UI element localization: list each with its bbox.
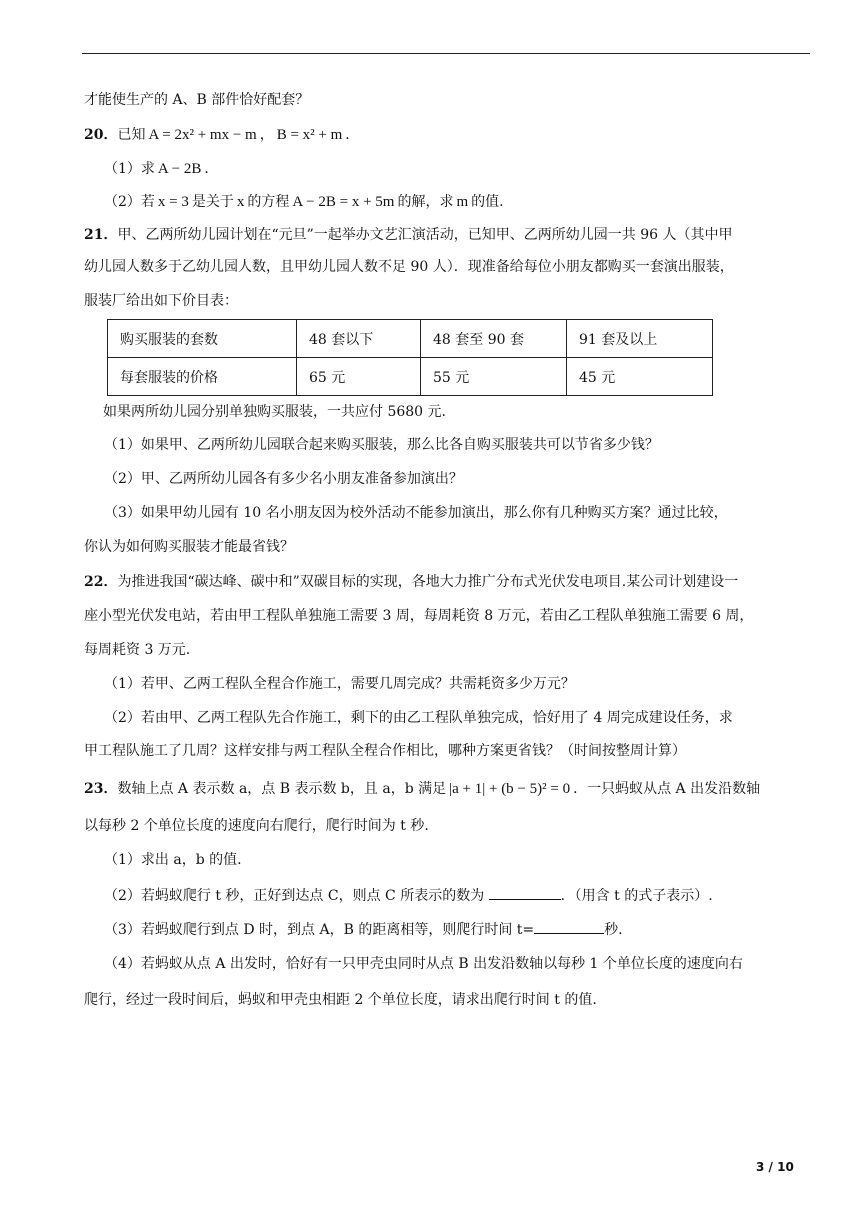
q23-part2 xyxy=(104,885,713,906)
table-cell: 每套服装的价格 xyxy=(108,358,297,396)
q23-line1-pre: 数轴上点 A 表示数 a，点 B 表示数 b，且 a，b 满足 xyxy=(117,781,447,797)
q23-p2-post: ．（用含 t 的式子表示）. xyxy=(560,888,713,904)
q23-part4-line2: 爬行，经过一段时间后，蚂蚁和甲壳虫相距 2 个单位长度，请求出爬行时间 t 的值. xyxy=(84,992,597,1008)
q22-line3: 每周耗资 3 万元. xyxy=(84,642,191,658)
q20-p2-mid1: 是关于 xyxy=(191,194,234,210)
answer-blank xyxy=(534,919,604,934)
q23-part1: （1）求出 a，b 的值. xyxy=(104,852,242,868)
q20-p2-expr2: A − 2B = x + 5m xyxy=(292,194,395,210)
q23-p3-pre: （3）若蚂蚁爬行到点 D 时，到点 A，B 的距离相等，则爬行时间 t= xyxy=(104,922,535,938)
price-table xyxy=(107,319,713,396)
q23-p3-post: 秒. xyxy=(604,922,623,938)
q20-comma: ， xyxy=(259,127,274,143)
q23-line2: 以每秒 2 个单位长度的速度向右爬行，爬行时间为 t 秒. xyxy=(84,818,429,834)
q20-stem-pre: 已知 xyxy=(117,127,146,143)
table-cell: 45 元 xyxy=(567,358,713,396)
q21-part3-line1: （3）如果甲幼儿园有 10 名小朋友因为校外活动不能参加演出，那么你有几种购买方案？通过比较， xyxy=(104,505,728,521)
q21-line3: 服装厂给出如下价目表： xyxy=(84,293,238,309)
q20-p1-post: ． xyxy=(204,161,219,177)
q20-p2-pre: （2）若 xyxy=(104,194,155,210)
q23-condition-expr: |a + 1| + (b − 5)² = 0 xyxy=(449,781,571,797)
q20-dot: ． xyxy=(345,127,360,143)
q23-p2-pre: （2）若蚂蚁爬行 t 秒，正好到达点 C，则点 C 所表示的数为 xyxy=(104,888,485,904)
table-cell: 购买服装的套数 xyxy=(108,320,297,358)
q20-p2-post: 的值. xyxy=(471,194,504,210)
table-cell: 91 套及以上 xyxy=(567,320,713,358)
table-cell: 48 套以下 xyxy=(297,320,421,358)
answer-blank xyxy=(489,885,561,900)
q23-part3 xyxy=(104,919,623,940)
q22-line2: 座小型光伏发电站，若由甲工程队单独施工需要 3 周，每周耗资 8 万元，若由乙工程队单独施工需要 6 周， xyxy=(84,608,754,624)
q19-tail-text: 才能使生产的 A、B 部件恰好配套？ xyxy=(84,92,310,108)
q21-part2: （2）甲、乙两所幼儿园各有多少名小朋友准备参加演出？ xyxy=(104,471,463,487)
q20-p2-mid3: 的解，求 xyxy=(397,194,454,210)
price-table-row-price xyxy=(108,358,713,396)
q20-part2 xyxy=(104,192,504,212)
q20-p2-mid2: 的方程 xyxy=(247,194,290,210)
q20-stem xyxy=(84,125,359,145)
q22-line1-text: 为推进我国“碳达峰、碳中和”双碳目标的实现，各地大力推广分布式光伏发电项目.某公司计划建设一 xyxy=(117,574,739,590)
page-number: 3 / 10 xyxy=(756,1160,794,1174)
q20-number: 20． xyxy=(84,127,118,143)
q23-number: 23． xyxy=(84,781,118,797)
q21-part1: （1）如果甲、乙两所幼儿园联合起来购买服装，那么比各自购买服装共可以节省多少钱？ xyxy=(104,437,659,453)
q20-p1-expr: A − 2B xyxy=(157,161,202,177)
q21-after-table: 如果两所幼儿园分别单独购买服装，一共应付 5680 元. xyxy=(103,404,446,420)
q20-p2-var2: m xyxy=(456,194,469,210)
q23-line1 xyxy=(84,779,760,799)
q22-part1: （1）若甲、乙两工程队全程合作施工，需要几周完成？共需耗资多少万元？ xyxy=(104,676,575,692)
price-table-row-quantity xyxy=(108,320,713,358)
table-cell: 48 套至 90 套 xyxy=(421,320,567,358)
q20-p2-expr1: x = 3 xyxy=(157,194,189,210)
q21-line1 xyxy=(84,225,733,245)
q21-part3-line2: 你认为如何购买服装才能最省钱？ xyxy=(84,539,294,555)
q23-part4-line1: （4）若蚂蚁从点 A 出发时，恰好有一只甲壳虫同时从点 B 出发沿数轴以每秒 1 个单位长度的速度向右 xyxy=(104,956,743,972)
q20-p2-var: x xyxy=(236,194,245,210)
q22-part2-line1: （2）若由甲、乙两工程队先合作施工，剩下的由乙工程队单独完成，恰好用了 4 周完成建设任务，求 xyxy=(104,710,733,726)
table-cell: 65 元 xyxy=(297,358,421,396)
q22-line1 xyxy=(84,572,738,592)
q21-line2: 幼儿园人数多于乙幼儿园人数，且甲幼儿园人数不足 90 人）．现准备给每位小朋友都购买一套演出服装， xyxy=(84,259,734,275)
header-rule xyxy=(82,53,810,54)
q22-number: 22． xyxy=(84,574,118,590)
q21-line1-text: 甲、乙两所幼儿园计划在“元旦”一起举办文艺汇演活动，已知甲、乙两所幼儿园一共 96 人（其中甲 xyxy=(117,227,733,243)
q21-number: 21． xyxy=(84,227,118,243)
q20-p1-pre: （1）求 xyxy=(104,161,155,177)
q23-line1-post: ．一只蚂蚁从点 A 出发沿数轴 xyxy=(573,781,761,797)
q20-expr-b: B = x² + m xyxy=(276,127,343,143)
table-cell: 55 元 xyxy=(421,358,567,396)
q20-part1 xyxy=(104,159,218,179)
q20-expr-a: A = 2x² + mx − m xyxy=(148,127,257,143)
q22-part2-line2: 甲工程队施工了几周？这样安排与两工程队全程合作相比，哪种方案更省钱？（时间按整周计算） xyxy=(84,743,686,759)
